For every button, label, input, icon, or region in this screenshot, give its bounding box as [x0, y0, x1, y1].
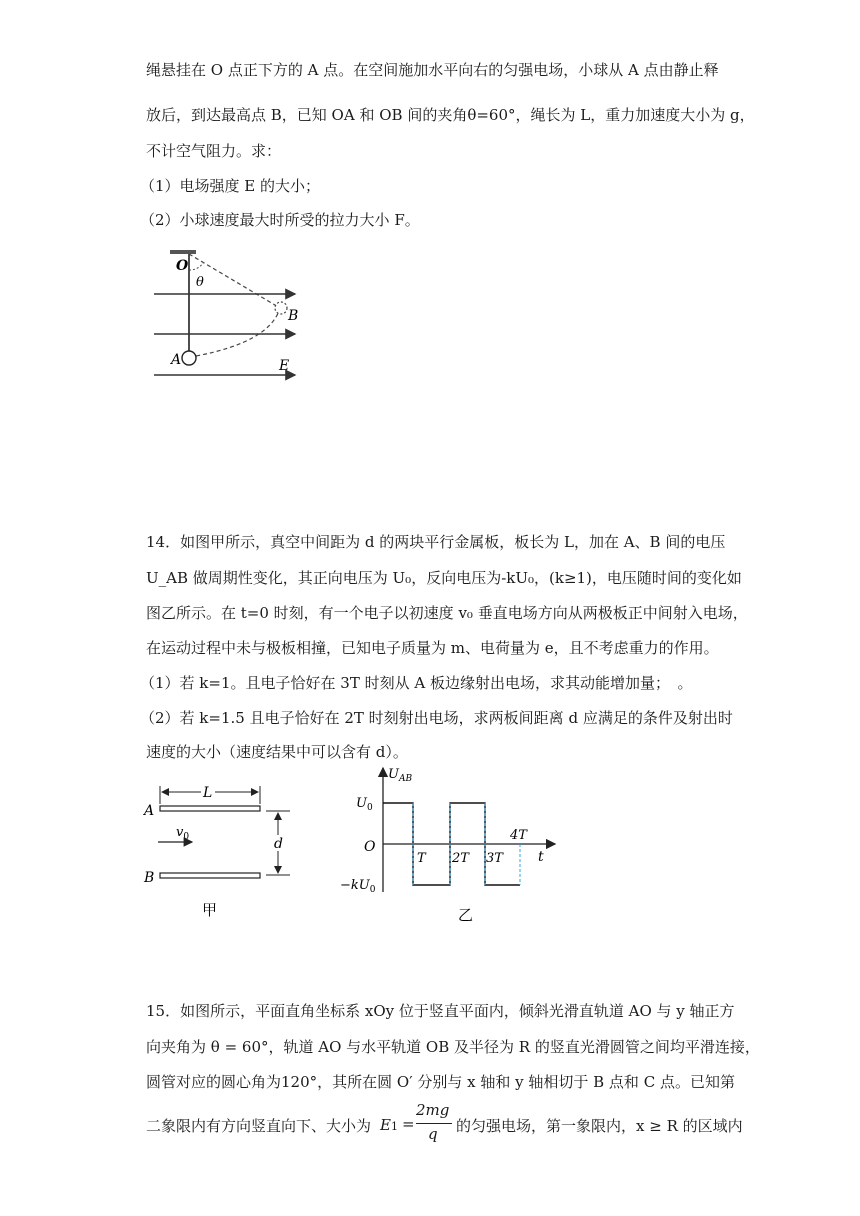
label-e: E: [279, 358, 290, 374]
label-origin: O: [364, 839, 376, 855]
q15-line-1: 15．如图所示，平面直角坐标系 xOy 位于竖直平面内，倾斜光滑直轨道 AO 与 y 轴正方: [146, 1002, 735, 1020]
label-3t: 3T: [486, 851, 503, 866]
q13-line-3: 不计空气阻力。求：: [146, 142, 282, 160]
q13-part-1: （1）电场强度 E 的大小；: [140, 177, 321, 195]
label-t: T: [417, 851, 426, 866]
label-b: B: [288, 308, 299, 324]
q14-line-4: 在运动过程中未与极板相撞，已知电子质量为 m、电荷量为 e，且不考虑重力的作用。: [146, 639, 719, 657]
caption-yi: 乙: [458, 906, 474, 924]
label-v0: $v_0$: [176, 825, 190, 842]
label-plate-b: B: [144, 870, 155, 886]
e1-equals: =: [402, 1115, 415, 1133]
label-t-axis: t: [538, 849, 544, 865]
label-uab: $U_{AB}$: [388, 767, 413, 784]
q14-line-3: 图乙所示。在 t=0 时刻，有一个电子以初速度 v₀ 垂直电场方向从两极板正中间射入电场，: [146, 604, 748, 622]
label-a: A: [171, 352, 182, 368]
trajectory-arc: [196, 308, 280, 356]
q14-figure-yi: [340, 762, 565, 932]
q13-line-1: 绳悬挂在 O 点正下方的 A 点。在空间施加水平向右的匀强电场，小球从 A 点由静止释: [146, 61, 719, 79]
e1-symbol: E1: [380, 1116, 398, 1134]
label-theta: θ: [196, 275, 204, 290]
q13-part-2: （2）小球速度最大时所受的拉力大小 F。: [140, 211, 420, 229]
e1-denominator: q: [428, 1125, 438, 1143]
plate-a: [160, 806, 260, 811]
label-plate-a: A: [144, 803, 155, 819]
q14-line-1: 14．如图甲所示，真空中间距为 d 的两块平行金属板，板长为 L，加在 A、B 间的电压: [146, 533, 726, 551]
q14-part-2: （2）若 k=1.5 且电子恰好在 2T 时刻射出电场，求两板间距离 d 应满足的条件及射出时: [140, 709, 733, 727]
q14-part-1: （1）若 k=1。且电子恰好在 3T 时刻从 A 板边缘射出电场，求其动能增加量； 。: [140, 674, 693, 692]
label-l: L: [203, 785, 213, 801]
label-o: O: [176, 258, 189, 274]
label-2t: 2T: [452, 851, 469, 866]
q15-line-2: 向夹角为 θ = 60°，轨道 AO 与水平轨道 OB 及半径为 R 的竖直光滑圆管之间均平滑连接，: [146, 1038, 760, 1056]
q14-figure-jia: [140, 780, 310, 930]
label-d: d: [274, 836, 283, 852]
q14-line-7: 速度的大小（速度结果中可以含有 d）。: [146, 743, 408, 761]
q15-line-4a: 二象限内有方向竖直向下、大小为: [146, 1117, 372, 1135]
ball-b: [275, 302, 287, 314]
e1-numerator: 2mg: [416, 1101, 450, 1119]
ball-a: [182, 351, 196, 365]
plate-b: [160, 873, 260, 878]
q14-line-2: U_AB 做周期性变化，其正向电压为 U₀，反向电压为-kU₀，(k≥1)，电压随时间的变化如: [146, 569, 742, 587]
theta-arc: [189, 263, 203, 270]
q13-figure: [140, 244, 320, 384]
caption-jia: 甲: [202, 901, 218, 919]
label-4t: 4T: [510, 828, 527, 843]
label-u0: $U_0$: [356, 796, 373, 813]
q13-line-2: 放后，到达最高点 B，已知 OA 和 OB 间的夹角θ=60°，绳长为 L，重力加速度大小为 g，: [146, 106, 755, 124]
e1-fraction-bar: [416, 1123, 452, 1124]
ceiling-hatch: [170, 250, 196, 254]
e1-formula: [380, 1101, 460, 1147]
label-neg-ku0: $-kU_0$: [340, 878, 376, 895]
q15-line-4b: 的匀强电场，第一象限内，x ≥ R 的区域内: [456, 1117, 743, 1135]
q15-line-3: 圆管对应的圆心角为120°，其所在圆 O′ 分别与 x 轴和 y 轴相切于 B 点和 C 点。已知第: [146, 1073, 735, 1091]
